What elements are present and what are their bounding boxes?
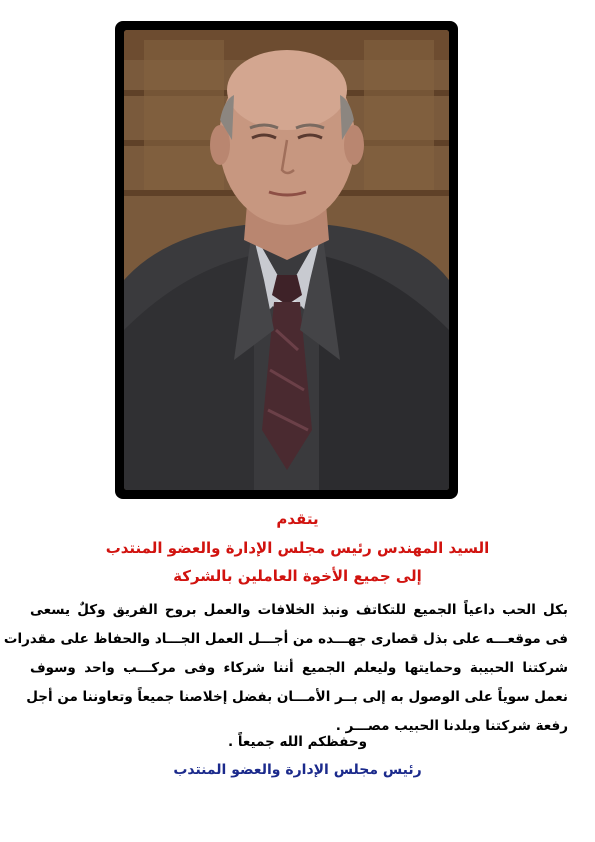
message-line-2: فى موقعـــه على بذل قصارى جهـــده من أجـــل العمل الجـــاد والحفاظ على مقدرات xyxy=(3,631,568,647)
message-line-1: بكل الحب داعياً الجميع للتكاتف ونبذ الخلافات والعمل بروح الفريق وكلٌ يسعى xyxy=(30,602,568,618)
closing-line: وحفظكم الله جميعاً . xyxy=(227,734,368,750)
message-body xyxy=(3,596,568,741)
heading-line-1: يتقدم xyxy=(276,510,319,528)
portrait-illustration xyxy=(124,30,449,490)
portrait-frame xyxy=(115,21,458,499)
heading-line-3: إلى جميع الأخوة العاملين بالشركة xyxy=(173,567,422,585)
portrait-photo xyxy=(124,30,449,490)
message-line-3: شركتنا الحبيبة وحمايتها وليعلم الجميع أننا شركاء وفى مركـــب واحد وسوف xyxy=(30,660,568,676)
signature: رئيس مجلس الإدارة والعضو المنتدب xyxy=(173,762,422,778)
message-line-5: رفعة شركتنا وبلدنا الحبيب مصـــر . xyxy=(335,718,568,734)
heading-line-2: السيد المهندس رئيس مجلس الإدارة والعضو المنتدب xyxy=(105,539,490,557)
message-line-4: نعمل سوياً على الوصول به إلى بــر الأمـــان بفضل إخلاصنا جميعاً وتعاوننا من أجل xyxy=(26,689,568,705)
